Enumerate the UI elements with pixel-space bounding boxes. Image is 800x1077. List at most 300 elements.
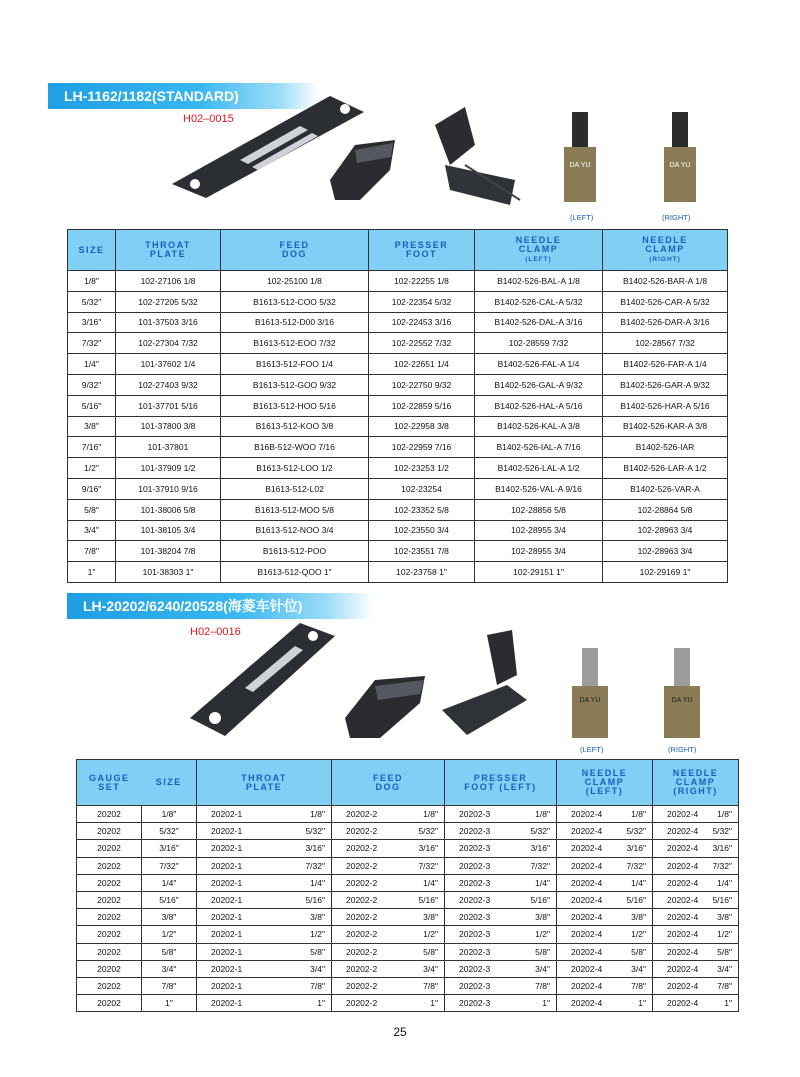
table-row (77, 960, 739, 977)
part-code: 20202-4 (571, 826, 603, 837)
table-row (68, 499, 728, 520)
table-row (68, 437, 728, 458)
table-cell (557, 977, 653, 994)
part-code: 20202-4 (667, 809, 699, 820)
presser-foot-photo (425, 105, 525, 225)
table-cell: 102-28856 5/8 (475, 499, 603, 520)
cell-pair (332, 843, 444, 853)
table-cell: B1613-512-QOO 1" (221, 562, 369, 583)
table-cell: B1402-526-KAR-A 3/8 (603, 416, 728, 437)
table-cell: 101-38204 7/8 (116, 541, 221, 562)
part-size: 3/4" (717, 963, 732, 974)
table-cell: B16B-512-WOO 7/16 (221, 437, 369, 458)
table-cell: 102-27106 1/8 (116, 271, 221, 292)
table-cell: 20202 (77, 857, 142, 874)
table-cell: B1402-526-GAL-A 9/32 (475, 374, 603, 395)
cell-pair (197, 964, 331, 974)
cell-pair (653, 981, 738, 991)
table-cell (557, 995, 653, 1012)
part-size: 7/8" (423, 980, 438, 991)
cell-pair (557, 861, 652, 871)
table-cell: 101-37701 5/16 (116, 395, 221, 416)
clamp-shank (572, 112, 588, 147)
table-cell: 102-23550 3/4 (369, 520, 475, 541)
part-size: 1/4" (535, 877, 550, 888)
header-throat-plate-2: THROAT PLATE (197, 760, 332, 806)
part-size: 7/32" (712, 860, 732, 871)
table-cell: 5/32" (142, 823, 197, 840)
table-cell: 102-23551 7/8 (369, 541, 475, 562)
table-cell: 102-22859 5/16 (369, 395, 475, 416)
part-size: 3/16" (626, 843, 646, 854)
cell-pair (445, 998, 556, 1008)
table-cell: 101-37503 3/16 (116, 312, 221, 333)
table-row (68, 478, 728, 499)
part-size: 3/8" (423, 912, 438, 923)
header-presser-foot: PRESSER FOOT (369, 230, 475, 271)
table-cell: 102-28559 7/32 (475, 333, 603, 354)
presser-foot-sole (445, 165, 515, 205)
header-needle-clamp-right-text: NEEDLE CLAMP (642, 235, 688, 254)
table-cell (653, 840, 739, 857)
part-size: 1" (317, 998, 325, 1009)
table-cell: B1402-526-VAL-A 9/16 (475, 478, 603, 499)
part-code: 20202-4 (667, 929, 699, 940)
clamp-right-label: (RIGHT) (662, 213, 691, 222)
part-size: 5/8" (423, 946, 438, 957)
part-size: 1/4" (423, 877, 438, 888)
needle-clamp-right-photo (660, 112, 700, 207)
part-size: 1" (430, 998, 438, 1009)
table-cell: 9/32" (68, 374, 116, 395)
table-cell (332, 977, 445, 994)
part-code: 20202-3 (459, 963, 491, 974)
table-cell: 1/8" (68, 271, 116, 292)
table-cell: B1613-512-GOO 9/32 (221, 374, 369, 395)
cell-pair (197, 843, 331, 853)
part-size: 5/32" (418, 826, 438, 837)
table-row (77, 977, 739, 994)
table-cell: 101-37910 9/16 (116, 478, 221, 499)
part-code: 20202-3 (459, 826, 491, 837)
table-cell (557, 806, 653, 823)
cell-pair (653, 878, 738, 888)
table-cell (332, 909, 445, 926)
table-cell (197, 926, 332, 943)
part-size: 1/2" (423, 929, 438, 940)
part-code: 20202-2 (346, 895, 378, 906)
table-cell (557, 857, 653, 874)
table-cell: 5/16" (68, 395, 116, 416)
table-row (77, 840, 739, 857)
table-cell (557, 960, 653, 977)
table-cell (445, 823, 557, 840)
header-size-2: SIZE (142, 760, 197, 806)
cell-pair (653, 809, 738, 819)
table-cell: 102-29151 1" (475, 562, 603, 583)
part-size: 3/16" (530, 843, 550, 854)
part-code: 20202-3 (459, 929, 491, 940)
part-code: 20202-1 (211, 963, 243, 974)
table-cell: B1402-526-IAL-A 7/16 (475, 437, 603, 458)
table-cell: 102-28955 3/4 (475, 541, 603, 562)
table-row (68, 395, 728, 416)
cell-pair (445, 981, 556, 991)
table-cell: B1613-512-FOO 1/4 (221, 354, 369, 375)
part-size: 5/32" (305, 826, 325, 837)
part-code: 20202-4 (571, 895, 603, 906)
table-cell: 101-38303 1" (116, 562, 221, 583)
table-cell: B1613-512-MOO 5/8 (221, 499, 369, 520)
table-cell: 20202 (77, 977, 142, 994)
cell-pair (197, 826, 331, 836)
cell-pair (445, 929, 556, 939)
throat-plate-hole (190, 179, 200, 189)
part-size: 1" (724, 998, 732, 1009)
table-row (68, 458, 728, 479)
table-cell (557, 909, 653, 926)
table-cell: 102-23253 1/2 (369, 458, 475, 479)
part-code: 20202-1 (211, 912, 243, 923)
part-size: 1/8" (631, 809, 646, 820)
part-size: 7/8" (310, 980, 325, 991)
part-size: 1/2" (535, 929, 550, 940)
part-size: 1/2" (717, 929, 732, 940)
part-size: 1/8" (310, 809, 325, 820)
table-row (68, 520, 728, 541)
table-row (77, 823, 739, 840)
table-cell: B1613-512-POO (221, 541, 369, 562)
part-code: 20202-1 (211, 929, 243, 940)
table-row (68, 333, 728, 354)
table-cell (332, 943, 445, 960)
part-code: 20202-2 (346, 929, 378, 940)
cell-pair (197, 878, 331, 888)
table-cell: 102-28864 5/8 (603, 499, 728, 520)
cell-pair (653, 826, 738, 836)
cell-pair (557, 809, 652, 819)
cell-pair (653, 843, 738, 853)
table-cell: B1402-526-DAL-A 3/16 (475, 312, 603, 333)
part-size: 7/32" (305, 860, 325, 871)
part-size: 5/8" (535, 946, 550, 957)
part-size: 3/16" (712, 843, 732, 854)
table-cell (445, 909, 557, 926)
table-cell: B1613-512-NOO 3/4 (221, 520, 369, 541)
part-code: 20202-4 (667, 998, 699, 1009)
cell-pair (197, 929, 331, 939)
part-code: 20202-4 (571, 929, 603, 940)
table-cell (653, 857, 739, 874)
part-code: 20202-4 (571, 963, 603, 974)
table-cell (653, 874, 739, 891)
part-code: 20202-4 (667, 877, 699, 888)
table-cell: 20202 (77, 806, 142, 823)
table-cell (653, 995, 739, 1012)
table-cell: 102-22959 7/16 (369, 437, 475, 458)
table-cell: 20202 (77, 995, 142, 1012)
table-cell (332, 926, 445, 943)
table-cell: 5/8" (68, 499, 116, 520)
cell-pair (332, 861, 444, 871)
cell-pair (557, 947, 652, 957)
part-code: 20202-3 (459, 912, 491, 923)
table-cell (197, 977, 332, 994)
part-code: 20202-1 (211, 895, 243, 906)
table-cell (557, 943, 653, 960)
table-cell: B1402-526-FAR-A 1/4 (603, 354, 728, 375)
clamp-2-stamp: DA YU (671, 697, 693, 704)
part-code: 20202-1 (211, 946, 243, 957)
table-cell (332, 806, 445, 823)
part-code: 20202-1 (211, 809, 243, 820)
table-cell (653, 960, 739, 977)
cell-pair (445, 809, 556, 819)
table-cell (557, 874, 653, 891)
part-size: 5/16" (626, 895, 646, 906)
throat-plate-2-hole (308, 631, 318, 641)
part-code: 20202-1 (211, 998, 243, 1009)
table-cell: 1" (142, 995, 197, 1012)
table-row (68, 354, 728, 375)
part-code: 20202-3 (459, 980, 491, 991)
cell-pair (332, 878, 444, 888)
part-size: 3/4" (535, 963, 550, 974)
part-code: 20202-3 (459, 860, 491, 871)
table-cell: 3/16" (68, 312, 116, 333)
cell-pair (557, 981, 652, 991)
table-cell: B1402-526-BAL-A 1/8 (475, 271, 603, 292)
table-row (68, 562, 728, 583)
part-code: 20202-4 (667, 895, 699, 906)
cell-pair (445, 947, 556, 957)
presser-foot-2-shank (487, 630, 517, 685)
part-size: 3/8" (535, 912, 550, 923)
cell-pair (197, 895, 331, 905)
cell-pair (557, 826, 652, 836)
clamp-2-left-label: (LEFT) (580, 745, 604, 754)
section1-part-code: H02–0015 (183, 113, 234, 125)
table-cell (332, 995, 445, 1012)
section2-part-code: H02–0016 (190, 626, 241, 638)
table-cell: 1/4" (68, 354, 116, 375)
part-code: 20202-2 (346, 980, 378, 991)
part-code: 20202-4 (667, 860, 699, 871)
part-code: 20202-4 (571, 980, 603, 991)
table-cell (557, 823, 653, 840)
part-code: 20202-4 (667, 963, 699, 974)
cell-pair (445, 826, 556, 836)
table-cell (197, 995, 332, 1012)
table-row (77, 909, 739, 926)
part-code: 20202-4 (667, 912, 699, 923)
part-size: 7/8" (717, 980, 732, 991)
clamp-stamp: DA YU (569, 162, 591, 169)
needle-clamp-2-left-photo (568, 648, 612, 743)
part-size: 5/8" (631, 946, 646, 957)
part-code: 20202-2 (346, 809, 378, 820)
header-presser-foot-left: PRESSER FOOT (LEFT) (445, 760, 557, 806)
table-cell (445, 926, 557, 943)
table-cell: 5/8" (142, 943, 197, 960)
header-size: SIZE (68, 230, 116, 271)
part-code: 20202-4 (571, 877, 603, 888)
table-cell: 102-28963 3/4 (603, 520, 728, 541)
table-cell: B1402-526-FAL-A 1/4 (475, 354, 603, 375)
table-row (68, 416, 728, 437)
table-cell (445, 806, 557, 823)
part-size: 5/8" (310, 946, 325, 957)
table-cell (653, 977, 739, 994)
table-cell (197, 891, 332, 908)
table-cell: 102-23254 (369, 478, 475, 499)
cell-pair (332, 809, 444, 819)
part-code: 20202-4 (571, 998, 603, 1009)
cell-pair (445, 912, 556, 922)
table-cell (445, 977, 557, 994)
part-size: 1" (638, 998, 646, 1009)
part-code: 20202-4 (571, 912, 603, 923)
table-cell: B1613-512-KOO 3/8 (221, 416, 369, 437)
table-cell: 102-28963 3/4 (603, 541, 728, 562)
table-cell: 102-22552 7/32 (369, 333, 475, 354)
part-code: 20202-2 (346, 860, 378, 871)
table-cell (445, 995, 557, 1012)
table-cell (197, 943, 332, 960)
part-code: 20202-2 (346, 843, 378, 854)
throat-plate-hole (340, 104, 350, 114)
cell-pair (332, 947, 444, 957)
part-code: 20202-2 (346, 912, 378, 923)
part-code: 20202-3 (459, 946, 491, 957)
table-cell (445, 960, 557, 977)
table-row (68, 291, 728, 312)
cell-pair (332, 981, 444, 991)
cell-pair (653, 947, 738, 957)
cell-pair (557, 843, 652, 853)
clamp-2-stamp: DA YU (579, 697, 601, 704)
table-cell: 5/32" (68, 291, 116, 312)
table-cell (445, 891, 557, 908)
table-cell: 102-22453 3/16 (369, 312, 475, 333)
part-code: 20202-1 (211, 980, 243, 991)
header-gauge-set: GAUGE SET (77, 760, 142, 806)
part-code: 20202-4 (667, 980, 699, 991)
table-cell (557, 840, 653, 857)
clamp-block (664, 147, 696, 202)
needle-clamp-left-photo (560, 112, 600, 207)
part-size: 1/2" (310, 929, 325, 940)
table-cell: B1613-512-L02 (221, 478, 369, 499)
cell-pair (197, 947, 331, 957)
table-cell: 5/16" (142, 891, 197, 908)
table-cell: B1402-526-CAL-A 5/32 (475, 291, 603, 312)
table-cell: 20202 (77, 943, 142, 960)
cell-pair (197, 809, 331, 819)
table-cell (332, 960, 445, 977)
table-cell: B1613-512-COO 5/32 (221, 291, 369, 312)
part-size: 5/16" (530, 895, 550, 906)
table-cell (332, 874, 445, 891)
table-cell (332, 823, 445, 840)
table-cell: B1402-526-GAR-A 9/32 (603, 374, 728, 395)
cell-pair (653, 964, 738, 974)
table-cell: 7/8" (142, 977, 197, 994)
table-cell: 102-27205 5/32 (116, 291, 221, 312)
part-code: 20202-1 (211, 843, 243, 854)
table-cell: 7/16" (68, 437, 116, 458)
header-left-note: (LEFT) (525, 256, 552, 263)
part-code: 20202-3 (459, 998, 491, 1009)
table-cell (653, 806, 739, 823)
table-cell: 102-22958 3/8 (369, 416, 475, 437)
presser-foot-2-sole (442, 685, 527, 735)
table-cell: 101-38105 3/4 (116, 520, 221, 541)
table-cell: B1613-512-D00 3/16 (221, 312, 369, 333)
part-size: 1/8" (717, 809, 732, 820)
table-cell: B1402-526-DAR-A 3/16 (603, 312, 728, 333)
standard-parts-table (67, 229, 728, 583)
table-cell: B1402-526-HAR-A 5/16 (603, 395, 728, 416)
table-cell (332, 857, 445, 874)
part-size: 1/2" (631, 929, 646, 940)
table-cell: 101-37801 (116, 437, 221, 458)
table-row (68, 374, 728, 395)
table-cell: 102-23352 5/8 (369, 499, 475, 520)
part-size: 3/8" (717, 912, 732, 923)
cell-pair (653, 929, 738, 939)
table-row (68, 312, 728, 333)
table-cell (197, 960, 332, 977)
header-needle-clamp-left (475, 230, 603, 271)
header-needle-clamp-right-2: NEEDLE CLAMP (RIGHT) (653, 760, 739, 806)
cell-pair (445, 843, 556, 853)
table-cell: 102-27304 7/32 (116, 333, 221, 354)
part-code: 20202-2 (346, 826, 378, 837)
part-size: 5/16" (305, 895, 325, 906)
table-cell: B1402-526-BAR-A 1/8 (603, 271, 728, 292)
part-code: 20202-4 (571, 809, 603, 820)
table-cell: 102-29169 1" (603, 562, 728, 583)
cell-pair (332, 929, 444, 939)
cell-pair (332, 912, 444, 922)
table-cell: 3/8" (68, 416, 116, 437)
part-code: 20202-4 (667, 826, 699, 837)
table-cell: 1/2" (142, 926, 197, 943)
part-size: 1/8" (535, 809, 550, 820)
table-cell: 102-25100 1/8 (221, 271, 369, 292)
part-size: 1" (542, 998, 550, 1009)
part-code: 20202-1 (211, 826, 243, 837)
table-cell: 20202 (77, 823, 142, 840)
table-cell (197, 909, 332, 926)
section1-title: LH-1162/1182(STANDARD) (48, 83, 319, 109)
part-size: 3/4" (310, 963, 325, 974)
table-cell (653, 891, 739, 908)
presser-foot-2-photo (437, 630, 537, 745)
table-cell: 20202 (77, 909, 142, 926)
part-size: 5/32" (530, 826, 550, 837)
part-code: 20202-4 (571, 843, 603, 854)
table-cell: B1402-526-KAL-A 3/8 (475, 416, 603, 437)
table-row (68, 541, 728, 562)
table-cell: 20202 (77, 960, 142, 977)
table-cell: 102-22354 5/32 (369, 291, 475, 312)
cell-pair (653, 861, 738, 871)
part-size: 1/8" (423, 809, 438, 820)
throat-plate-2-hole (209, 712, 221, 724)
table-cell: 1/2" (68, 458, 116, 479)
